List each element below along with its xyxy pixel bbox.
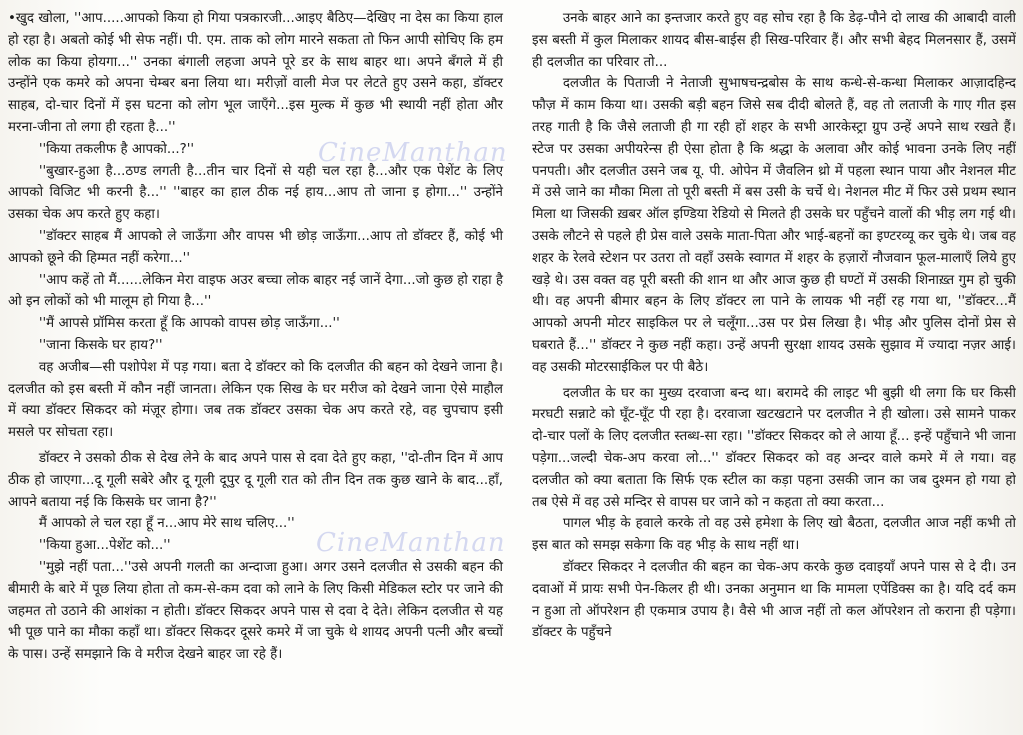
paragraph: ''किया हुआ...पेशेंट को...'' bbox=[38, 538, 171, 554]
watermark: CineManthan bbox=[318, 138, 508, 168]
paragraph: ''डॉक्टर साहब मैं आपको ले जाऊँगा और वापस भी छोड़ जाऊँगा...आप तो डॉक्टर हैं, कोई भी आपको छूने की हिम्मत नहीं करेगा...'' bbox=[8, 228, 503, 266]
paragraph: ''मैं आपसे प्रॉमिस करता हूँ कि आपको वापस छोड़ जाऊँगा...'' bbox=[38, 316, 340, 332]
paragraph: वह अजीब—सी पशोपेश में पड़ गया। बता दे डॉक्टर को कि दलजीत की बहन को देखने जाना है। दलजीत को इस बस्ती में कौन नहीं जानता। लेकिन एक सिख के घर मरीज को देखने जाना ऐसे माहौल में क्या डॉक्टर सिकदर को मंज़ूर होगा। जब तक डॉक्टर उसका चेक अप करते रहे, वह चुपचाप इसी मसले पर सोचता रहा। bbox=[8, 359, 503, 441]
paragraph: ''बुखार-हुआ है...ठण्ड लगती है...तीन चार दिनों से यही चल रहा है...और एक पेशेंट के लिए आपको विजिट भी करनी है...'' ''बाहर का हाल ठीक नई हाय...आप तो जाना इ होगा...'' उन्होंने उसका चेक अप करते हुए कहा। bbox=[8, 163, 503, 223]
right-text-column bbox=[532, 8, 1016, 644]
paragraph: ''मुझे नहीं पता...''उसे अपनी गलती का अन्दाजा हुआ। अगर उसने दलजीत से उसकी बहन की बीमारी के बारे में पूछ लिया होता तो कम-से-कम दवा को लाने के लिए किसी मेडिकल स्टोर पर जाने की जहमत तो उठाने की आशंका न होती। डॉक्टर सिकदर अपने पास से दवा दे देते। लेकिन दलजीत से यह भी पूछ पाने का मौका कहाँ था। डॉक्टर सिकदर दूसरे कमरे में जा चुके थे शायद अपनी पत्नी और बच्चों के पास। उन्हें समझाने कि वे मरीज देखने बाहर जा रहे हैं। bbox=[8, 559, 503, 663]
watermark: CineManthan bbox=[316, 528, 506, 558]
paragraph: दलजीत के घर का मुख्य दरवाजा बन्द था। बरामदे की लाइट भी बुझी थी लगा कि घर किसी मरघटी सन्नाटे को घूँट-घूँट पी रहा है। दरवाजा खटखटाने पर दलजीत ने ही खोला। उसे सामने पाकर दो-चार पलों के लिए दलजीत स्तब्ध-सा रहा। ''डॉक्टर सिकदर को ले आया हूँ... इन्हें पहुँचाने भी जाना पड़ेगा...जल्दी चेक-अप करवा लो...'' डॉक्टर सिकदर को वह अन्दर वाले कमरे में ले गया। वह दलजीत को क्या बताता कि सिर्फ एक स्टील का कड़ा पहना उसकी जान का जब दुश्मन हो गया हो तब ऐसे में वह उसे मन्दिर से वापस घर जाने को न कहता तो क्या करता... bbox=[532, 385, 1016, 510]
left-text-column bbox=[8, 8, 503, 666]
paragraph: ''किया तकलीफ है आपको...?'' bbox=[38, 141, 195, 157]
paragraph: पागल भीड़ के हवाले करके तो वह उसे हमेशा के लिए खो बैठता, दलजीत आज नहीं कभी तो इस बात को समझ सकेगा कि वह भीड़ के साथ नहीं था। bbox=[532, 516, 1016, 554]
paragraph: ''जाना किसके घर हाय?'' bbox=[38, 337, 163, 353]
paragraph: उनके बाहर आने का इन्तजार करते हुए वह सोच रहा है कि डेढ़-पौने दो लाख की आबादी वाली इस बस्ती में कुल मिलाकर शायद बीस-बाईस ही सिख-परिवार हैं। और सभी बेहद मिलनसार हैं, उसमें ही दलजीत का परिवार तो... bbox=[532, 11, 1016, 70]
paragraph: ''आप कहें तो मैं......लेकिन मेरा वाइफ अउर बच्चा लोक बाहर नई जानें देगा...जो कुछ हो राहा है ओ इन लोकों को भी मालूम हो गिया है...'' bbox=[8, 272, 503, 310]
paragraph: मैं आपको ले चल रहा हूँ न...आप मेरे साथ चलिए...'' bbox=[38, 516, 295, 532]
paragraph: डॉक्टर सिकदर ने दलजीत की बहन का चेक-अप करके कुछ दवाइयाँ अपने पास से दे दी। उन दवाओं में प्रायः सभी पेन-किलर ही थी। उनका अनुमान था कि मामला एपेंडिक्स का है। यदि दर्द कम न हुआ तो ऑपरेशन ही एकमात्र उपाय है। वैसे भी आज नहीं तो कल ऑपरेशन तो कराना ही पड़ेगा। डॉक्टर के पहुँचने bbox=[532, 559, 1016, 641]
paragraph: •खुद खोला, ''आप.....आपको किया हो गिया पत्रकारजी...आइए बैठिए—देखिए ना देस का किया हाल हो रहा है। अबतो कोई भी सेफ नहीं। पी. एम. ताक को लोग मारने सकता तो फिन आपी सोचिए कि हम लोक का किया होयगा...'' उनका बंगाली लहजा अपने पूरे डर के साथ बाहर था। अपने बँगले में ही उन्होंने एक कमरे को अपना चेम्बर बना लिया था। मरीज़ों वाली मेज पर लेटते हुए उसने कहा, डॉक्टर साहब, दो-चार दिनों में इस घटना को लोग भूल जाएँगे...इस मुल्क में कुछ भी स्थायी नहीं होता और मरना-जीना तो लगा ही रहता है...'' bbox=[8, 11, 503, 135]
paragraph: डॉक्टर ने उसको ठीक से देख लेने के बाद अपने पास से दवा देते हुए कहा, ''दो-तीन दिन में आप ठीक हो जाएगा...दू गूली सबेरे और दू गूली दूपुर दू गूली रात को तीन दिन तक कुछ खाने के बाद...हाँ, आपने बताया नई कि किसके घर जाना है?'' bbox=[8, 450, 503, 510]
paragraph: दलजीत के पिताजी ने नेताजी सुभाषचन्द्रबोस के साथ कन्धे-से-कन्धा मिलाकर आज़ादहिन्द फौज़ में काम किया था। उसकी बड़ी बहन जिसे सब दीदी बोलते हैं, वह तो लताजी के गाए गीत इस तरह गाती है कि जैसे लताजी ही गा रही हों शहर के सभी आरकेस्ट्रा ग्रुप उन्हें अपने साथ रखते हैं। स्टेज पर उसका अपीयरेन्स ही ऐसा होता है कि श्रद्धा के अलावा और कोई भावना उनके लिए नहीं पनपती। और दलजीत उसने जब यू. पी. ओपेन में जैवलिन थ्रो में पहला स्थान पाया और नेशनल मीट में उसे जाने का मौका मिला तो पूरी बस्ती में बस उसी के चर्चे थे। नेशनल मीट में फिर उसे प्रथम स्थान मिला था जिसकी ख़बर ऑल इण्डिया रेडियो से मिलते ही उसके घर पहुँचने वालों की भीड़ लग गई थी। उसके लौटने से पहले ही प्रेस वाले उसके माता-पिता और भाई-बहनों का इण्टरव्यू कर चुके थे। जब वह शहर के रेलवे स्टेशन पर उतरा तो वहाँ उसके स्वागत में शहर के हज़ारों नौजवान फूल-मालाएँ लिये हुए खड़े थे। उस वक्त वह पूरी बस्ती की शान था और आज कुछ ही घण्टों में उसकी शिनाख़्त गुम हो चुकी थी। वह अपनी बीमार बहन के लिए डॉक्टर ला पाने के लायक भी नहीं रह गया था, ''डॉक्टर...मैं आपको अपनी मोटर साइकिल पर ले चलूँगा...उस पर प्रेस लिखा है। भीड़ और पुलिस दोनों प्रेस से घबराते हैं...'' डॉक्टर ने कुछ नहीं कहा। उन्हें अपनी सुरक्षा शायद उसके सुझाव में ज्यादा नज़र आई। वह उसकी मोटरसाईकिल पर पी बैठे। bbox=[532, 76, 1016, 375]
